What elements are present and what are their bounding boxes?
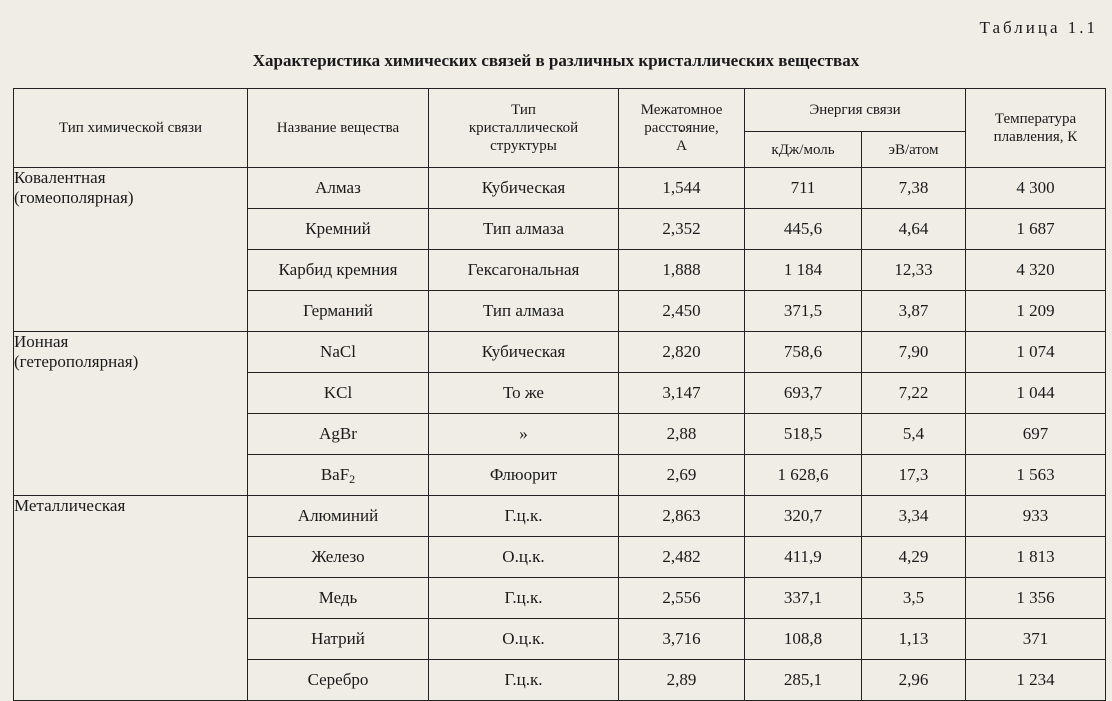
cell-melting: 4 320 (966, 250, 1106, 291)
cell-energy-ev: 17,3 (862, 455, 966, 496)
bond-type-line2: (гетерополярная) (14, 352, 139, 372)
cell-energy-ev: 7,22 (862, 373, 966, 414)
cell-energy-kj: 518,5 (745, 414, 862, 455)
cell-distance: 1,544 (619, 168, 745, 209)
cell-energy-kj: 711 (745, 168, 862, 209)
cell-energy-ev: 5,4 (862, 414, 966, 455)
cell-energy-ev: 4,64 (862, 209, 966, 250)
cell-melting: 371 (966, 619, 1106, 660)
substance-formula-base: BaF (320, 465, 350, 484)
table-row (14, 496, 1106, 537)
cell-structure: Г.ц.к. (429, 578, 619, 619)
cell-distance: 2,863 (619, 496, 745, 537)
bond-type-line1: Ковалентная (14, 168, 106, 187)
cell-energy-ev: 3,34 (862, 496, 966, 537)
cell-energy-kj: 337,1 (745, 578, 862, 619)
table-row (14, 168, 1106, 209)
cell-structure: О.ц.к. (429, 619, 619, 660)
substance-formula-subscript: 2 (349, 472, 356, 486)
header-structure-line1: Тип (511, 102, 536, 118)
header-distance-unit: • А (676, 137, 687, 155)
cell-energy-kj: 320,7 (745, 496, 862, 537)
cell-distance: 2,556 (619, 578, 745, 619)
cell-melting: 1 074 (966, 332, 1106, 373)
cell-structure: Г.ц.к. (429, 660, 619, 701)
cell-energy-ev: 7,38 (862, 168, 966, 209)
header-substance: Название вещества (248, 89, 429, 168)
header-melting-line1: Температура (994, 111, 1077, 127)
bond-type-covalent (14, 168, 248, 332)
bond-characteristics-table (13, 88, 1106, 701)
cell-substance: Кремний (248, 209, 429, 250)
cell-substance: KCl (248, 373, 429, 414)
bond-type-line1: Металлическая (14, 496, 126, 515)
bond-type-metallic (14, 496, 248, 701)
bond-type-line2: (гомеополярная) (14, 188, 134, 208)
header-distance-line2: расстояние, (644, 120, 719, 136)
cell-energy-kj: 108,8 (745, 619, 862, 660)
cell-distance: 2,450 (619, 291, 745, 332)
cell-energy-kj: 758,6 (745, 332, 862, 373)
cell-distance: 2,88 (619, 414, 745, 455)
cell-energy-kj: 693,7 (745, 373, 862, 414)
cell-melting: 1 234 (966, 660, 1106, 701)
cell-energy-kj: 285,1 (745, 660, 862, 701)
cell-melting: 1 563 (966, 455, 1106, 496)
cell-substance: Натрий (248, 619, 429, 660)
cell-energy-ev: 2,96 (862, 660, 966, 701)
cell-substance: Алмаз (248, 168, 429, 209)
cell-distance: 2,820 (619, 332, 745, 373)
cell-distance: 2,89 (619, 660, 745, 701)
cell-structure: Кубическая (429, 168, 619, 209)
cell-distance: 3,716 (619, 619, 745, 660)
cell-structure: Г.ц.к. (429, 496, 619, 537)
cell-energy-ev: 3,87 (862, 291, 966, 332)
cell-energy-ev: 12,33 (862, 250, 966, 291)
header-distance (619, 89, 745, 168)
cell-melting: 933 (966, 496, 1106, 537)
header-energy-kj: кДж/моль (745, 132, 862, 168)
cell-substance: NaCl (248, 332, 429, 373)
cell-energy-ev: 7,90 (862, 332, 966, 373)
table-number: Таблица 1.1 (979, 18, 1098, 37)
bond-type-line1: Ионная (14, 332, 69, 351)
cell-distance: 3,147 (619, 373, 745, 414)
cell-substance: Серебро (248, 660, 429, 701)
cell-structure: Тип алмаза (429, 209, 619, 250)
cell-melting: 1 209 (966, 291, 1106, 332)
cell-energy-ev: 3,5 (862, 578, 966, 619)
cell-distance: 2,352 (619, 209, 745, 250)
cell-melting: 1 356 (966, 578, 1106, 619)
cell-structure: » (429, 414, 619, 455)
cell-substance: Карбид кремния (248, 250, 429, 291)
header-structure-line2: кристаллической (468, 120, 579, 136)
header-distance-line1: Межатомное (640, 102, 723, 118)
cell-substance: Германий (248, 291, 429, 332)
cell-structure: То же (429, 373, 619, 414)
table-row (14, 332, 1106, 373)
cell-distance: 2,69 (619, 455, 745, 496)
header-energy-ev: эВ/атом (862, 132, 966, 168)
cell-structure: О.ц.к. (429, 537, 619, 578)
cell-distance: 1,888 (619, 250, 745, 291)
cell-melting: 697 (966, 414, 1106, 455)
header-melting-line2: плавления, К (993, 129, 1078, 145)
cell-structure: Гексагональная (429, 250, 619, 291)
cell-energy-kj: 1 628,6 (745, 455, 862, 496)
cell-substance (248, 455, 429, 496)
cell-energy-ev: 1,13 (862, 619, 966, 660)
cell-energy-kj: 445,6 (745, 209, 862, 250)
header-structure-line3: структуры (490, 138, 557, 154)
cell-energy-kj: 1 184 (745, 250, 862, 291)
header-energy: Энергия связи (745, 89, 966, 132)
header-bond-type: Тип химической связи (14, 89, 248, 168)
bond-type-ionic (14, 332, 248, 496)
cell-structure: Кубическая (429, 332, 619, 373)
header-melting (966, 89, 1106, 168)
cell-structure: Флюорит (429, 455, 619, 496)
table-caption: Характеристика химических связей в различных кристаллических веществах (252, 51, 860, 70)
cell-substance: Алюминий (248, 496, 429, 537)
cell-substance: AgBr (248, 414, 429, 455)
cell-melting: 1 813 (966, 537, 1106, 578)
cell-distance: 2,482 (619, 537, 745, 578)
cell-melting: 1 687 (966, 209, 1106, 250)
cell-structure: Тип алмаза (429, 291, 619, 332)
cell-energy-kj: 371,5 (745, 291, 862, 332)
cell-energy-ev: 4,29 (862, 537, 966, 578)
cell-substance: Железо (248, 537, 429, 578)
cell-melting: 1 044 (966, 373, 1106, 414)
header-structure (429, 89, 619, 168)
cell-substance: Медь (248, 578, 429, 619)
cell-melting: 4 300 (966, 168, 1106, 209)
cell-energy-kj: 411,9 (745, 537, 862, 578)
